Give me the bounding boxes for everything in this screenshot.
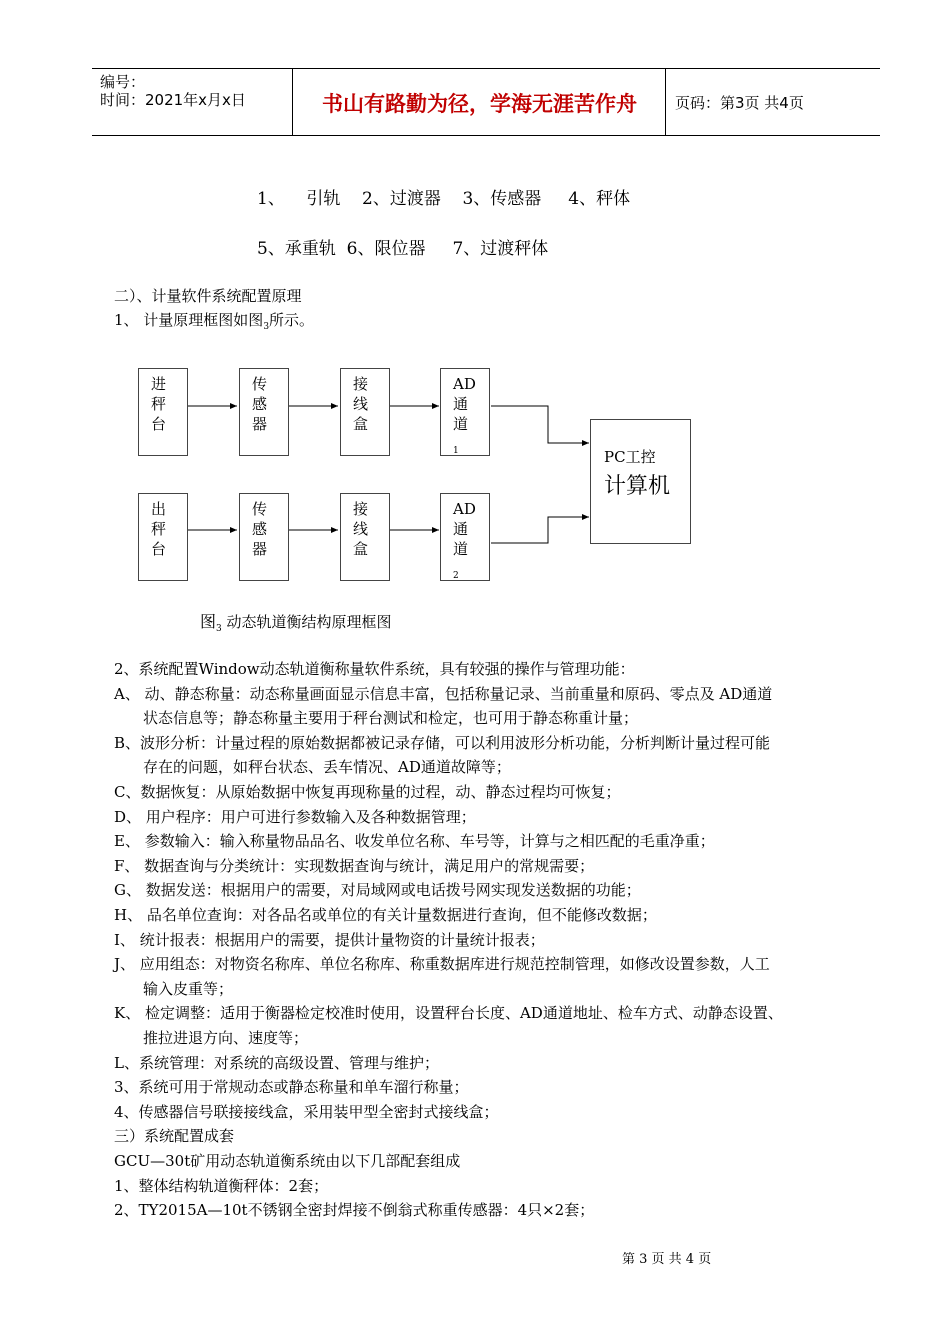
body-line: D、 用户程序：用户可进行参数输入及各种数据管理； xyxy=(114,807,476,826)
box-sensor-1 xyxy=(239,368,289,456)
box-char-main: 道 xyxy=(453,540,469,558)
caption-sub: 3 xyxy=(216,624,222,635)
box-junction-1 xyxy=(340,368,390,456)
body-line: E、 参数输入：输入称量物品品名、收发单位名称、车号等，计算与之相匹配的毛重净重； xyxy=(114,832,715,851)
box-char: 接 xyxy=(353,500,369,518)
serial-label: 编号： xyxy=(100,73,146,91)
body-line: 三）系统配置成套 xyxy=(114,1127,235,1146)
box-char: 盒 xyxy=(353,415,369,433)
pc-label-line-1: PC工控 xyxy=(604,448,656,466)
box-char: 盒 xyxy=(353,540,369,558)
page-footer: 第 3 页 共 4 页 xyxy=(622,1252,712,1267)
box-char: 台 xyxy=(151,415,167,433)
section-2-title: 二）、计量软件系统配置原理 xyxy=(114,287,302,305)
box-char: 秤 xyxy=(151,520,167,538)
body-line: K、 检定调整：适用于衡器检定校准时使用，设置秤台长度、AD通道地址、检车方式、动静态设置、 xyxy=(114,1004,783,1023)
box-char: AD xyxy=(453,500,476,518)
box-char: 进 xyxy=(151,375,167,393)
caption-text: 动态轨道衡结构原理框图 xyxy=(221,613,392,631)
body-line: J、 应用组态：对物资名称库、单位名称库、称重数据库进行规范控制管理，如修改设置参数，人工 xyxy=(114,955,770,974)
box-ad-channel-1 xyxy=(440,368,490,456)
box-inbound-platform xyxy=(138,368,188,456)
box-char: 感 xyxy=(252,395,268,413)
body-line: I、 统计报表：根据用户的需要，提供计量物资的计量统计报表； xyxy=(114,930,545,949)
body-line: 推拉进退方向、速度等； xyxy=(143,1029,309,1047)
box-char xyxy=(453,539,489,586)
box-char-sub: 1 xyxy=(453,446,459,456)
box-char: 感 xyxy=(252,520,268,538)
pc-label-line-2: 计算机 xyxy=(604,474,671,499)
box-char: 秤 xyxy=(151,395,167,413)
body-line: H、 品名单位查询：对各品名或单位的有关计量数据进行查询，但不能修改数据； xyxy=(114,906,657,924)
box-junction-2 xyxy=(340,493,390,581)
legend-line-1: 1、 引轨 2、过渡器 3、传感器 4、秤体 xyxy=(257,189,631,209)
box-char: 器 xyxy=(252,415,268,433)
body-line: 2、TY2015A—10t不锈钢全密封焊接不倒翁式称重传感器：4只×2套； xyxy=(114,1201,595,1220)
box-char: AD xyxy=(453,375,476,393)
body-line: F、 数据查询与分类统计：实现数据查询与统计，满足用户的常规需要； xyxy=(114,856,595,875)
body-line: 1、整体结构轨道衡秤体：2套； xyxy=(114,1176,329,1195)
legend-line-2: 5、承重轨 6、限位器 7、过渡秤体 xyxy=(257,239,549,259)
box-outbound-platform xyxy=(138,493,188,581)
caption-prefix: 图 xyxy=(200,612,217,631)
body-line: C、数据恢复：从原始数据中恢复再现称量的过程，动、静态过程均可恢复； xyxy=(114,783,621,801)
box-char: 传 xyxy=(252,500,268,518)
time-label: 时间：2021年x月x日 xyxy=(100,91,246,109)
body-line: 3、系统可用于常规动态或静态称量和单车溜行称量； xyxy=(114,1078,469,1097)
box-char: 通 xyxy=(453,395,469,413)
box-char-sub: 2 xyxy=(453,571,459,581)
body-line: 4、传感器信号联接接线盒，采用装甲型全密封式接线盒； xyxy=(114,1102,499,1121)
item-1-main: 1、 计量原理框图如图 xyxy=(114,311,264,329)
body-line: 状态信息等；静态称量主要用于秤台测试和检定，也可用于静态称重计量； xyxy=(143,709,639,728)
header-motto: 书山有路勤为径，学海无涯苦作舟 xyxy=(322,92,637,116)
box-char: 器 xyxy=(252,540,268,558)
box-char: 通 xyxy=(453,520,469,538)
box-pc-computer xyxy=(590,419,691,544)
box-char xyxy=(453,414,489,461)
body-line: 2、系统配置Window动态轨道衡称量软件系统，具有较强的操作与管理功能： xyxy=(114,660,635,678)
item-1-sub: 3 xyxy=(263,322,270,332)
box-char: 出 xyxy=(151,500,167,518)
body-line: GCU—30t矿用动态轨道衡系统由以下几部配套组成 xyxy=(114,1152,461,1170)
body-line: 输入皮重等； xyxy=(143,979,234,998)
box-char: 线 xyxy=(353,520,369,538)
box-char-main: 道 xyxy=(453,415,469,433)
body-line: 存在的问题，如秤台状态、丢车情况、AD通道故障等； xyxy=(143,758,511,777)
body-line: G、 数据发送：根据用户的需要，对局域网或电话拨号网实现发送数据的功能； xyxy=(114,881,641,900)
box-char: 台 xyxy=(151,540,167,558)
body-line: L、系统管理：对系统的高级设置、管理与维护； xyxy=(114,1053,439,1072)
figure-caption xyxy=(200,609,392,634)
box-ad-channel-2 xyxy=(440,493,490,581)
item-1-tail: 所示。 xyxy=(269,311,315,329)
box-sensor-2 xyxy=(239,493,289,581)
box-char: 线 xyxy=(353,395,369,413)
page-label: 页码：第3页 共4页 xyxy=(675,94,804,112)
body-line: B、波形分析：计量过程的原始数据都被记录存储，可以利用波形分析功能，分析判断计量过程可能 xyxy=(114,733,771,752)
box-char: 接 xyxy=(353,375,369,393)
box-char: 传 xyxy=(252,375,268,393)
body-line: A、 动、静态称量：动态称量画面显示信息丰富，包括称量记录、当前重量和原码、零点及 AD通道 xyxy=(114,684,773,703)
